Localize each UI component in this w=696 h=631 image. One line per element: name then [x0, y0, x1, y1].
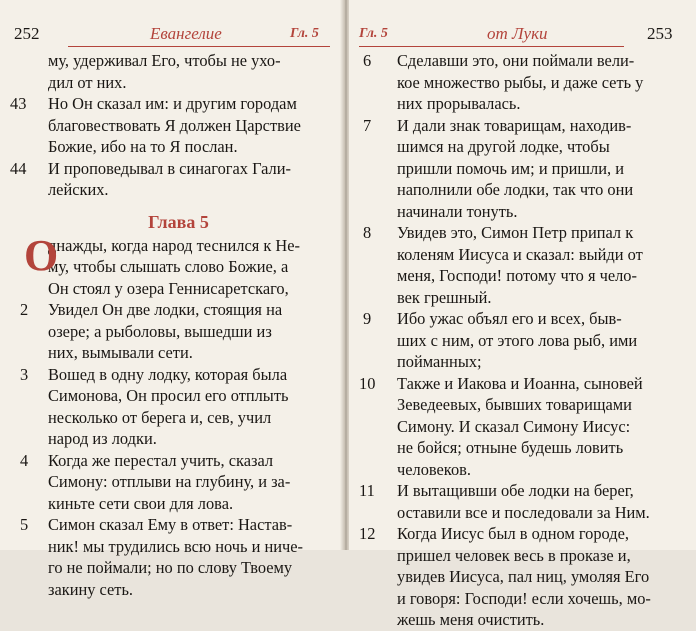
left-running-title: Евангелие [150, 24, 222, 43]
right-page-number: 253 [647, 24, 673, 43]
verse-text: Когда же перестал учить, сказал Симону: отплыви на глубину, и за- киньте сети свои для лова. [48, 450, 291, 513]
verse [10, 514, 335, 600]
verse-text: Также и Иакова и Иоанна, сыновей Зеведеевых, бывших товарищами Симону. И сказал Симону Иисус: не бойся; отныне будешь ловить человеков. [397, 373, 643, 479]
verse-number: 11 [359, 481, 375, 500]
right-chapter-ref: Гл. 5 [359, 26, 388, 41]
verse-number: 7 [363, 115, 372, 135]
verse [10, 158, 335, 201]
left-page-body [10, 50, 335, 600]
verse-number: 2 [20, 300, 29, 319]
verse-number: 8 [363, 223, 372, 242]
verse-number: 5 [20, 515, 29, 534]
left-chapter-ref: Гл. 5 [290, 26, 319, 41]
left-page-header [0, 22, 343, 46]
verse-text: Сделавши это, они поймали вели- кое множество рыбы, и даже сеть у них прорывалась. [397, 51, 644, 113]
verse-text: Увидев это, Симон Петр припал к коленям Иисуса и сказал: выйди от меня, Господи! потому что я чело- век грешный. [397, 223, 643, 307]
chapter-heading: Глава 5 [148, 211, 209, 232]
right-page-body [359, 50, 689, 631]
right-page [349, 0, 696, 629]
verse [359, 50, 689, 115]
verse-text: Когда Иисус был в одном городе, пришел человек весь в проказе и, увидев Иисуса, пал ниц, умоляя Его и говоря: Господи! если хочешь, мо- жешь меня очистить. [397, 524, 651, 629]
verse-text: Увидел Он две лодки, стоящия на озере; а рыболовы, вышедши из них, вымывали сети. [48, 300, 283, 362]
right-running-title: от Луки [487, 24, 548, 43]
carryover-paragraph [10, 50, 335, 93]
left-header-rule [68, 46, 330, 47]
verse [359, 308, 689, 373]
verse [359, 523, 689, 631]
left-page-number: 252 [14, 24, 40, 43]
verse [359, 480, 689, 523]
verse-number: 6 [363, 51, 372, 70]
verse-text: Ибо ужас объял его и всех, быв- ших с ним, от этого лова рыб, ими пойманных; [397, 309, 638, 371]
verse-number: 43 [10, 94, 27, 113]
first-verse-text: днажды, когда народ теснился к Не- му, чтобы слышать слово Божие, а Он стоял у озера Геннисаретскаго, [48, 235, 300, 298]
verse-number: 10 [359, 373, 376, 393]
verse-text: Но Он сказал им: и другим городам благовествовать Я должен Царствие Божие, ибо на то Я послан. [48, 94, 301, 156]
verse [10, 450, 335, 515]
verse-text: И дали знак товарищам, находив- шимся на другой лодке, чтобы пришли помочь им; и пришли, и наполнили обе лодки, так что они начинали тонуть. [397, 115, 634, 221]
verse-text: И проповедывал в синагогах Гали- лейских. [48, 158, 291, 199]
right-page-header [349, 22, 696, 46]
left-page [0, 0, 343, 599]
verse [359, 115, 689, 223]
verse [10, 299, 335, 364]
verse-number: 3 [20, 364, 29, 384]
verse-text: Вошед в одну лодку, которая была Симонова, Он просил его отплыть несколько от берега и, сев, учил народ из лодки. [48, 364, 289, 448]
drop-cap: О [24, 230, 59, 280]
verse [359, 222, 689, 308]
first-verse [10, 230, 335, 300]
verse [10, 93, 335, 158]
verse-number: 44 [10, 158, 27, 178]
verse-text: Симон сказал Ему в ответ: Настав- ник! мы трудились всю ночь и ниче- го не поймали; но по слову Твоему закину сеть. [48, 515, 303, 599]
verse-number: 9 [363, 309, 372, 328]
verse-number: 12 [359, 524, 376, 543]
verse-number: 4 [20, 450, 29, 470]
verse [10, 364, 335, 450]
verse-text: И вытащивши обе лодки на берег, оставили все и последовали за Ним. [397, 481, 650, 522]
right-header-rule [359, 46, 624, 47]
carryover-text: му, удерживал Его, чтобы не ухо- дил от них. [48, 51, 281, 92]
verse [359, 373, 689, 481]
